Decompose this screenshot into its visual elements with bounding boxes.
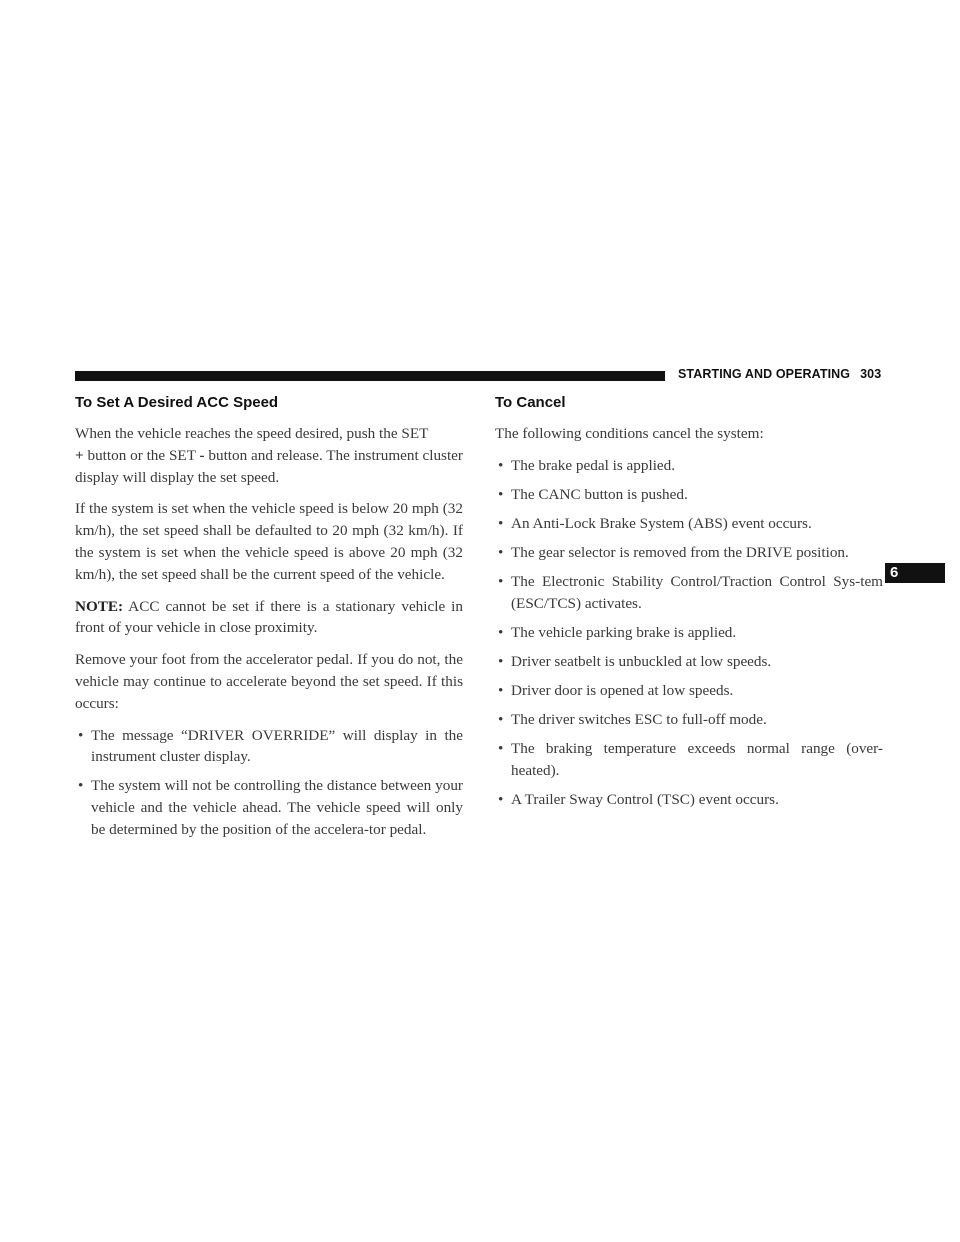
note-paragraph (75, 596, 463, 640)
list-item (495, 513, 883, 535)
bullet-icon: • (498, 653, 504, 671)
list-item-text: The vehicle parking brake is applied. (511, 624, 737, 642)
list-item-text: The braking temperature exceeds normal range (over-heated). (511, 740, 883, 780)
list-item-text: The gear selector is removed from the DRIVE position. (511, 544, 849, 562)
list-item-text: An Anti-Lock Brake System (ABS) event occurs. (511, 514, 812, 532)
list-item (495, 651, 883, 673)
list-item (495, 680, 883, 702)
paragraph-text: When the vehicle reaches the speed desired, push the SET (75, 425, 429, 442)
bullet-icon: • (498, 740, 504, 758)
list-item-text: The system will not be controlling the distance between your vehicle and the vehicle ahead. The vehicle speed will only be determined by the position of the accelera-tor pedal. (91, 777, 463, 839)
list-item (495, 789, 883, 811)
minus-symbol: - (199, 446, 205, 464)
left-column (75, 393, 463, 848)
running-header (678, 367, 881, 381)
paragraph-set-speed (75, 423, 463, 488)
list-item-text: The CANC button is pushed. (511, 485, 688, 503)
cancel-bullet-list (495, 455, 883, 811)
paragraph-text: button or the SET (83, 446, 200, 464)
list-item-text: The brake pedal is applied. (511, 456, 676, 474)
list-item (495, 571, 883, 615)
bullet-icon: • (498, 514, 504, 532)
bullet-icon: • (498, 682, 504, 700)
bullet-icon: • (78, 726, 84, 744)
bullet-icon: • (498, 456, 504, 474)
list-item (495, 484, 883, 506)
note-label: NOTE: (75, 597, 124, 615)
heading-to-cancel: To Cancel (495, 394, 566, 411)
list-item (495, 709, 883, 731)
list-item-text: A Trailer Sway Control (TSC) event occurs. (511, 791, 779, 809)
paragraph-default-speed: If the system is set when the vehicle speed is below 20 mph (32 km/h), the set speed shall be defaulted to 20 mph (32 km/h). If the system is set when the vehicle speed is above 20 mph (32 km/h), the set speed shall be the current speed of the vehicle. (75, 500, 463, 583)
list-item (75, 725, 463, 769)
override-bullet-list (75, 725, 463, 841)
list-item (495, 622, 883, 644)
list-item (495, 738, 883, 782)
plus-symbol: + (75, 446, 84, 464)
bullet-icon: • (498, 711, 504, 729)
list-item (495, 455, 883, 477)
bullet-icon: • (78, 777, 84, 795)
list-item-text: The driver switches ESC to full-off mode. (511, 711, 767, 729)
paragraph-text: button and release. The instrument cluster display will display the set speed. (75, 446, 463, 486)
right-column (495, 393, 883, 818)
paragraph-remove-foot: Remove your foot from the accelerator pedal. If you do not, the vehicle may continue to accelerate beyond the set speed. If this occurs: (75, 651, 463, 712)
list-item-text: Driver seatbelt is unbuckled at low speeds. (511, 653, 772, 671)
note-text: ACC cannot be set if there is a stationary vehicle in front of your vehicle in close proximity. (75, 597, 463, 637)
chapter-tab: 6 (885, 563, 945, 583)
heading-set-acc-speed: To Set A Desired ACC Speed (75, 394, 279, 411)
list-item-text: The message “DRIVER OVERRIDE” will display in the instrument cluster display. (91, 726, 463, 766)
bullet-icon: • (498, 544, 504, 562)
list-item-text: Driver door is opened at low speeds. (511, 682, 734, 700)
list-item (495, 542, 883, 564)
list-item (75, 775, 463, 840)
paragraph-cancel-intro: The following conditions cancel the system: (495, 425, 764, 442)
bullet-icon: • (498, 791, 504, 809)
bullet-icon: • (498, 573, 504, 591)
bullet-icon: • (498, 485, 504, 503)
page-number: 303 (860, 367, 882, 381)
bullet-icon: • (498, 624, 504, 642)
header-rule (75, 371, 665, 381)
section-title: STARTING AND OPERATING (678, 367, 851, 381)
list-item-text: The Electronic Stability Control/Traction Control Sys-tem (ESC/TCS) activates. (511, 573, 883, 612)
